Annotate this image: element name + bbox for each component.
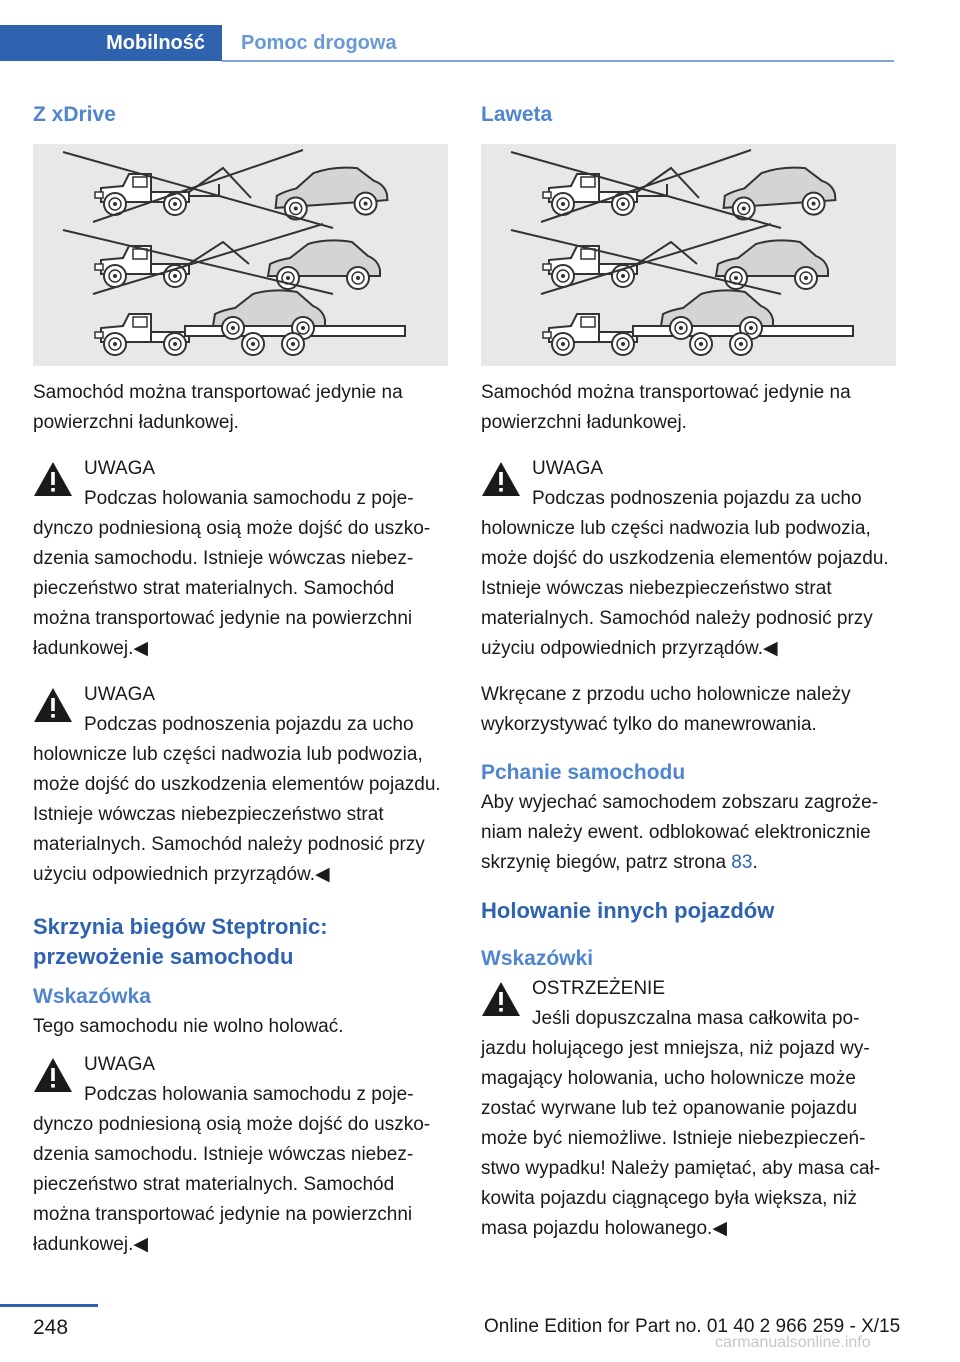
section-title-laweta: Laweta xyxy=(481,103,553,126)
warning-label: OSTRZEŻENIE xyxy=(532,978,666,999)
warning-block xyxy=(481,974,896,1244)
warning-block xyxy=(33,1050,448,1260)
paragraph xyxy=(481,788,896,878)
warning-block xyxy=(33,454,448,664)
warning-text: Podczas podnoszenia pojazdu za ucho holownicze lub części nadwozia lub podwozia, może dojść do uszkodzenia elementów pojazdu. Istnieje wówczas niebezpieczeństwo strat materialnych. Samochód należy podnosić przy użyciu odpowiednich przyrządów.◀ xyxy=(481,488,889,659)
paragraph-text: Aby wyjechać samochodem zobszaru zagrożeniam należy ewent. odblokować elektronicznie skrzynię biegów, patrz strona xyxy=(481,792,879,873)
watermark: carmanualsonline.info xyxy=(715,1334,871,1351)
warning-label: UWAGA xyxy=(532,458,604,479)
header-divider xyxy=(222,60,894,62)
warning-label: UWAGA xyxy=(84,458,156,479)
right-column xyxy=(481,100,896,1244)
towing-illustration-xdrive xyxy=(33,144,448,366)
warning-triangle-icon xyxy=(33,460,73,498)
warning-label: UWAGA xyxy=(84,684,156,705)
section-title-holowanie: Holowanie innych pojazdów xyxy=(481,898,775,923)
paragraph: Samochód można transportować jedynie na powierzchni ładunkowej. xyxy=(481,382,851,433)
page-reference-link[interactable]: 83 xyxy=(731,852,753,873)
warning-label: UWAGA xyxy=(84,1054,156,1075)
section-title-xdrive: Z xDrive xyxy=(33,103,116,126)
warning-text: Podczas holowania samochodu z pojedynczo podniesioną osią może dojść do uszkodzenia samochodu. Istnieje wówczas niebezpieczeństwo strat materialnych. Samochód można transportować jedynie na powierzchni ładunkowej.◀ xyxy=(33,488,431,659)
warning-triangle-icon xyxy=(481,460,521,498)
warning-block xyxy=(33,680,448,890)
warning-text: Podczas podnoszenia pojazdu za ucho holownicze lub części nadwozia lub podwozia, może dojść do uszkodzenia elementów pojazdu. Istnieje wówczas niebezpieczeństwo strat materialnych. Samochód należy podnosić przy użyciu odpowiednich przyrządów.◀ xyxy=(33,714,441,885)
section-title-wskazowki: Wskazówki xyxy=(481,947,594,970)
warning-triangle-icon xyxy=(481,980,521,1018)
footer-divider xyxy=(0,1304,98,1307)
tab-mobilnosc[interactable]: Mobilność xyxy=(0,25,222,61)
page-header xyxy=(0,0,960,62)
paragraph: Wkręcane z przodu ucho holownicze należy wykorzystywać tylko do manewrowania. xyxy=(481,684,851,735)
towing-illustration-laweta xyxy=(481,144,896,366)
paragraph: Tego samochodu nie wolno holować. xyxy=(33,1016,344,1037)
warning-triangle-icon xyxy=(33,686,73,724)
left-column xyxy=(33,100,448,1260)
warning-text: Jeśli dopuszczalna masa całkowita pojazdu holującego jest mniejsza, niż pojazd wymagający holowania, ucho holownicze może zostać wyrwane lub też opanowanie pojazdu może być niemożliwe. Istnieje niebezpieczeństwo wypadku! Należy pamiętać, aby masa całkowita pojazdu ciągnącego była większa, niż masa pojazdu holowanego.◀ xyxy=(481,1008,881,1239)
warning-block xyxy=(481,454,896,664)
paragraph: Samochód można transportować jedynie na powierzchni ładunkowej. xyxy=(33,382,403,433)
warning-triangle-icon xyxy=(33,1056,73,1094)
tab-pomoc-drogowa[interactable]: Pomoc drogowa xyxy=(241,31,397,54)
section-title-pchanie: Pchanie samochodu xyxy=(481,761,686,784)
warning-text: Podczas holowania samochodu z pojedynczo podniesioną osią może dojść do uszkodzenia samochodu. Istnieje wówczas niebezpieczeństwo strat materialnych. Samochód można transportować jedynie na powierzchni ładunkowej.◀ xyxy=(33,1084,431,1255)
paragraph-text: . xyxy=(752,852,758,873)
section-title-steptronic: Skrzynia biegów Steptronic: przewożenie samochodu xyxy=(33,914,328,969)
edition-note: Online Edition for Part no. 01 40 2 966 259 - X/15 xyxy=(484,1316,901,1337)
page-number: 248 xyxy=(33,1316,69,1339)
section-title-wskazowka: Wskazówka xyxy=(33,985,151,1008)
